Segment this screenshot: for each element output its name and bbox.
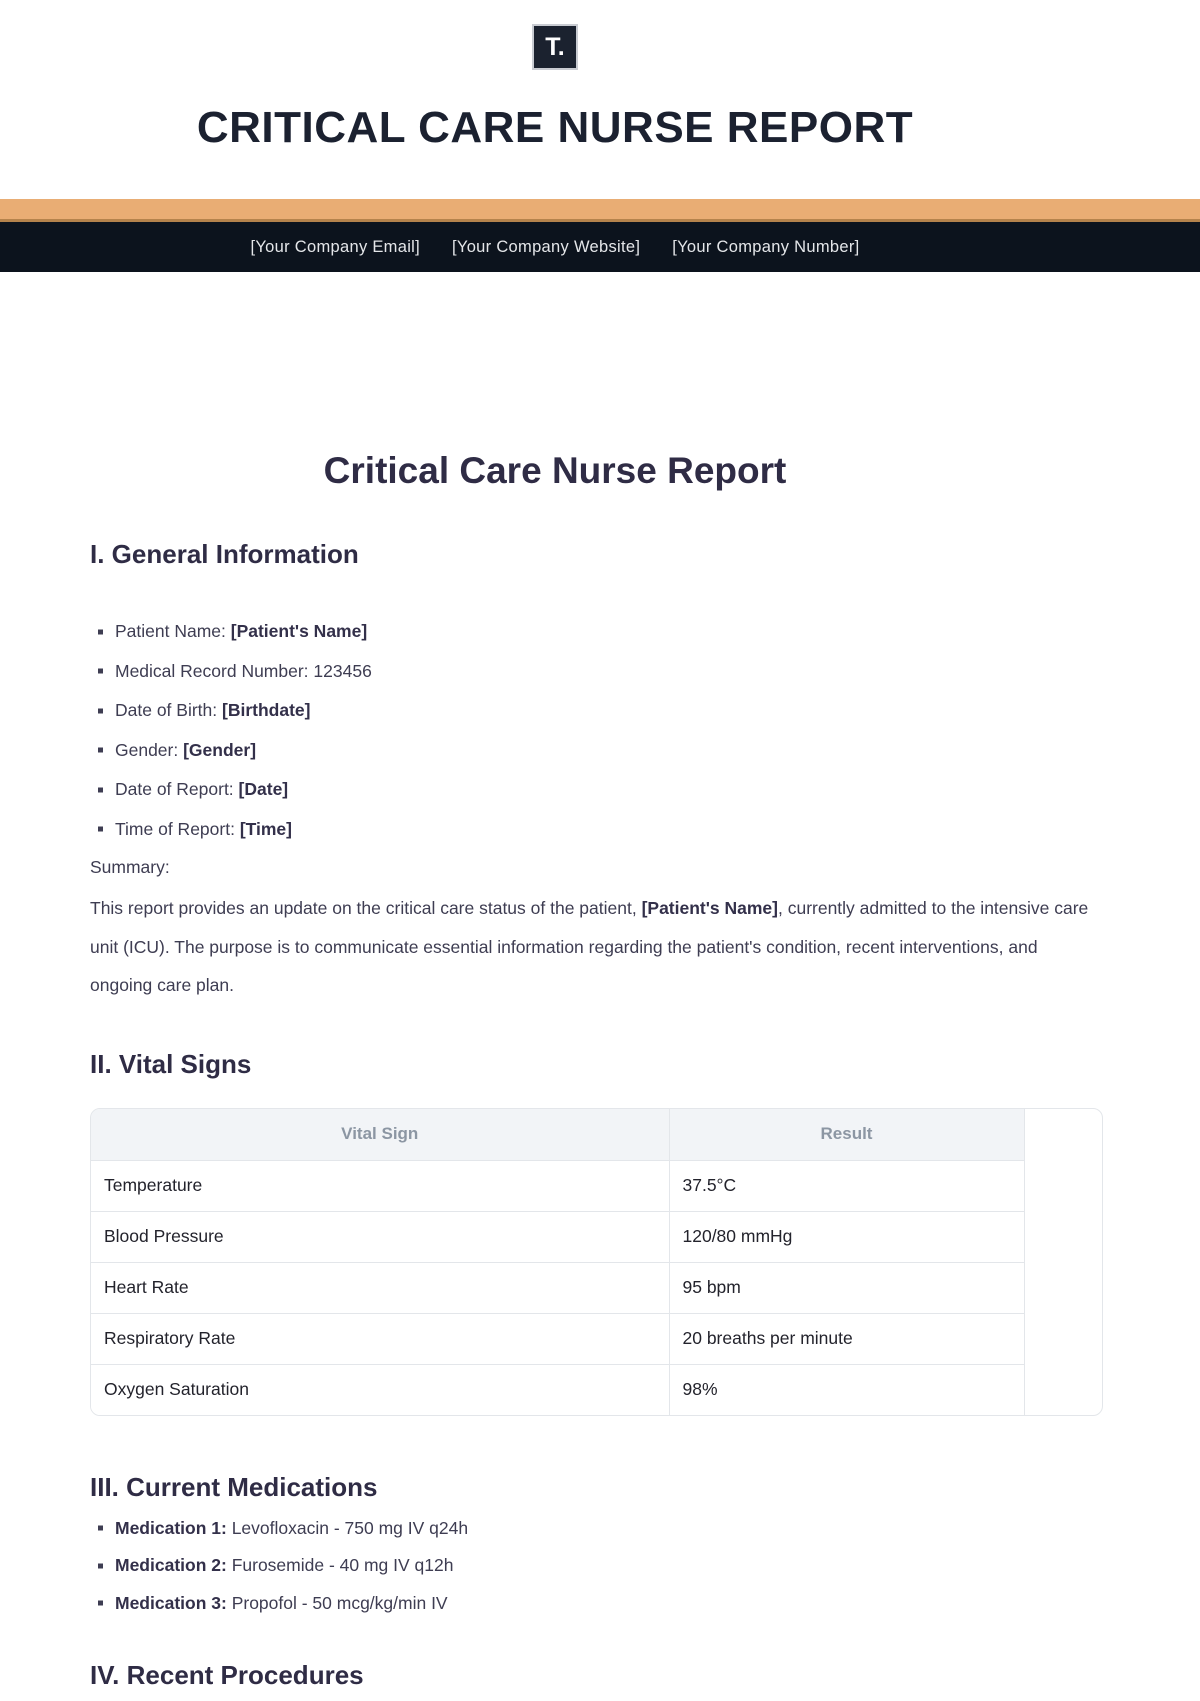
column-header: Vital Sign [91, 1109, 669, 1161]
vitals-table [91, 1109, 1025, 1415]
list-item: Time of Report: [Time] [115, 810, 1110, 850]
vitals-table-container [90, 1108, 1103, 1416]
table-cell: Blood Pressure [91, 1211, 669, 1262]
list-item: Medical Record Number: 123456 [115, 652, 1110, 692]
general-info-list [90, 612, 1110, 849]
list-item: Medication 1: Levofloxacin - 750 mg IV q24h [115, 1510, 1110, 1548]
section-heading-current-medications: III. Current Medications [90, 1471, 378, 1502]
accent-bar [0, 199, 1200, 222]
table-cell: Oxygen Saturation [91, 1364, 669, 1415]
table-row [91, 1160, 1024, 1211]
letterhead [0, 0, 1200, 150]
table-cell: 98% [669, 1364, 1024, 1415]
medications-list [90, 1510, 1110, 1623]
company-website-placeholder: [Your Company Website] [452, 237, 641, 256]
company-email-placeholder: [Your Company Email] [250, 237, 421, 256]
section-heading-recent-procedures: IV. Recent Procedures [90, 1660, 364, 1690]
table-cell: Respiratory Rate [91, 1313, 669, 1364]
summary-paragraph: This report provides an update on the critical care status of the patient, [Patient's Name], currently admitted to the intensive care unit (ICU). The purpose is to communicate essential information regarding the patient's condition, recent interventions, and ongoing care plan. [90, 898, 1089, 995]
document-body [0, 448, 1200, 1691]
table-row [91, 1211, 1024, 1262]
document-title: Critical Care Nurse Report [323, 450, 787, 491]
list-item: Gender: [Gender] [115, 731, 1110, 771]
brand-logo [532, 24, 578, 70]
list-item: Medication 3: Propofol - 50 mcg/kg/min IV [115, 1585, 1110, 1623]
summary-label: Summary: [90, 857, 170, 877]
company-info-bar [0, 222, 1200, 272]
table-row [91, 1262, 1024, 1313]
list-item: Patient Name: [Patient's Name] [115, 612, 1110, 652]
table-cell: Heart Rate [91, 1262, 669, 1313]
brand-logo-text: T. [545, 32, 565, 61]
list-item: Medication 2: Furosemide - 40 mg IV q12h [115, 1547, 1110, 1585]
section-heading-vital-signs: II. Vital Signs [90, 1048, 252, 1079]
table-row [91, 1364, 1024, 1415]
table-cell: 95 bpm [669, 1262, 1024, 1313]
table-header-row [91, 1109, 1024, 1161]
column-header: Result [669, 1109, 1024, 1161]
list-item: Date of Birth: [Birthdate] [115, 691, 1110, 731]
list-item: Date of Report: [Date] [115, 770, 1110, 810]
table-cell: Temperature [91, 1160, 669, 1211]
company-number-placeholder: [Your Company Number] [672, 237, 860, 256]
letterhead-title: CRITICAL CARE NURSE REPORT [196, 103, 914, 152]
table-cell: 20 breaths per minute [669, 1313, 1024, 1364]
section-heading-general-information: I. General Information [90, 539, 359, 569]
table-row [91, 1313, 1024, 1364]
table-cell: 37.5°C [669, 1160, 1024, 1211]
table-cell: 120/80 mmHg [669, 1211, 1024, 1262]
